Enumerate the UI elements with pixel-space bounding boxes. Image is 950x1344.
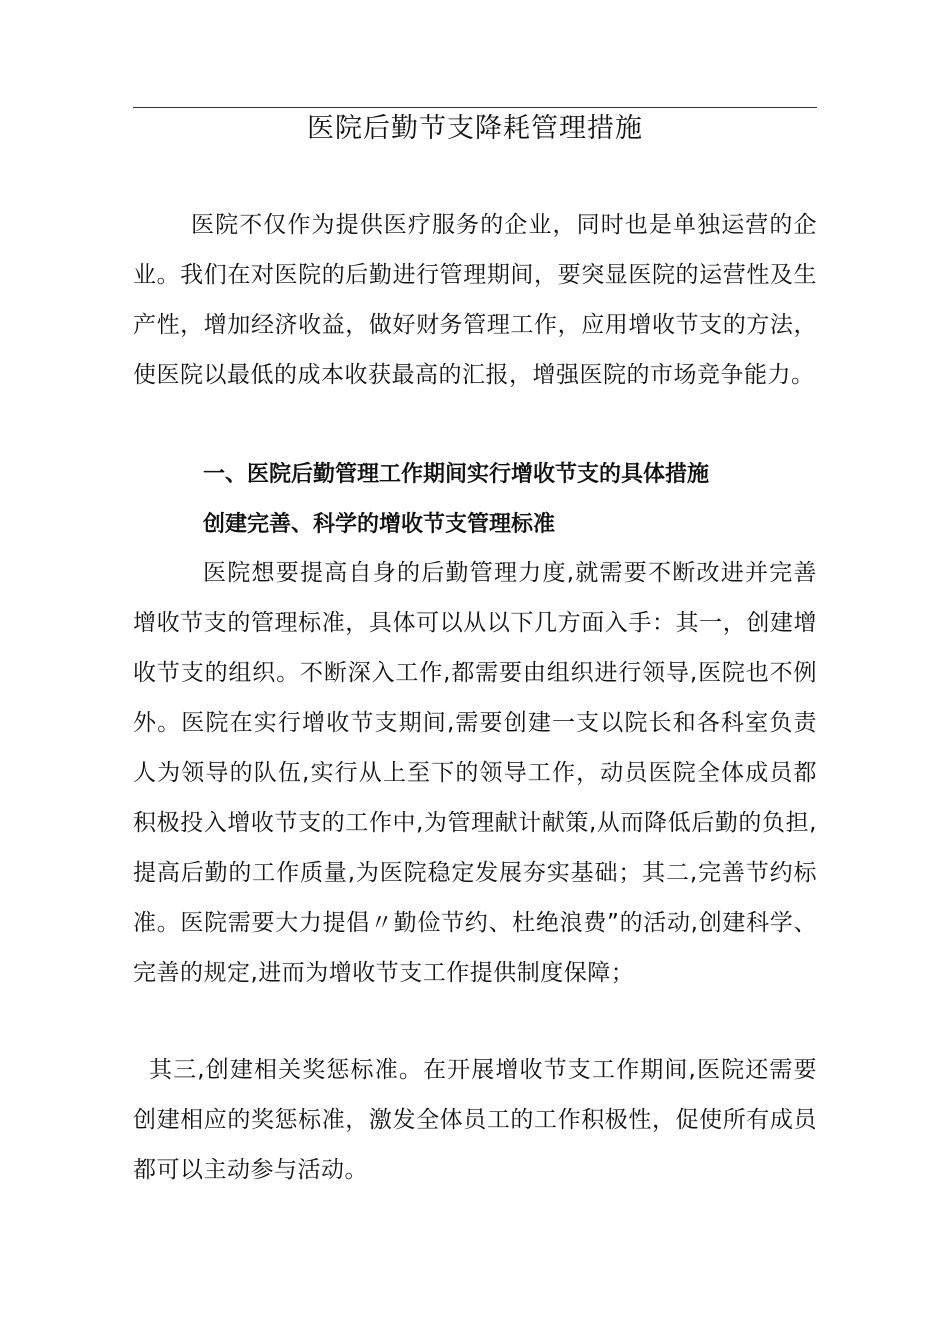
section-heading: 一、医院后勤管理工作期间实行增收节支的具体措施 <box>203 462 710 487</box>
subsection-heading: 创建完善、科学的增收节支管理标准 <box>203 512 556 537</box>
body-paragraph: 医院想要提高自身的后勤管理力度,就需要不断改进并完善增收节支的管理标准，具体可以从以下几方面入手：其一，创建增收节支的组织。不断深入工作,都需要由组织进行领导,医院也不例外。医院在实行增收节支期间,需要创建一支以院长和各科室负责人为领导的队伍,实行从上至下的领导工作，动员医院全体成员都积极投入增收节支的工作中,为管理献计献策,从而降低后勤的负担,提高后勤的工作质量,为医院稳定发展夯实基础；其二,完善节约标准。医院需要大力提倡〃勤俭节约、杜绝浪费”的活动,创建科学、完善的规定,进而为增收节支工作提供制度保障； <box>133 560 817 986</box>
intro-paragraph: 医院不仅作为提供医疗服务的企业，同时也是单独运营的企业。我们在对医院的后勤进行管理期间，要突显医院的运营性及生产性，增加经济收益，做好财务管理工作，应用增收节支的方法，使医院以最低的成本收获最高的汇报，增强医院的市场竞争能力。 <box>133 212 817 388</box>
document-title: 医院后勤节支降耗管理措施 <box>307 113 643 144</box>
header-rule <box>133 107 817 108</box>
body-paragraph-continued: 其三,创建相关奖惩标准。在开展增收节支工作期间,医院还需要创建相应的奖惩标准，激发全体员工的工作积极性，促使所有成员都可以主动参与活动。 <box>133 1057 817 1183</box>
